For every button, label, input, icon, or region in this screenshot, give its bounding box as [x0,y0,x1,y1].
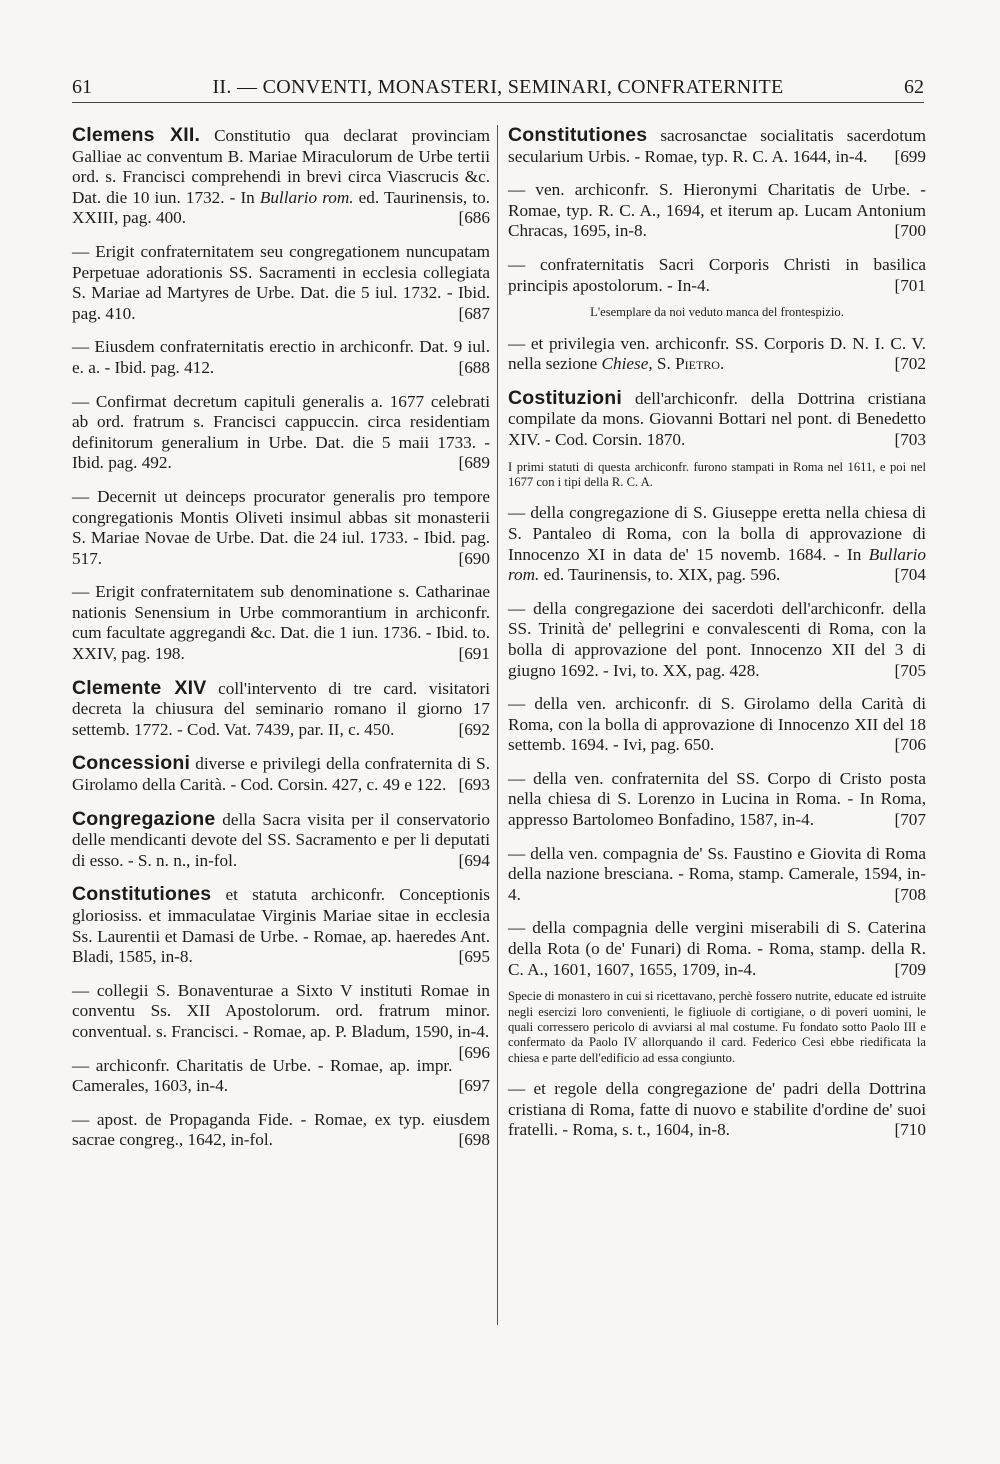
entry-heading: Congregazione [72,807,216,830]
entry-707: — della ven. confraternita del SS. Corpo di Cristo posta nella chiesa di S. Lorenzo in Lucina in Roma. - In Roma, appresso Bartolomeo Bonfadino, 1587, in-4. [707 [508,768,926,830]
entry-number: [701 [894,275,926,295]
entry-696: — collegii S. Bonaventurae a Sixto V instituti Romae in conventu Ss. XII Apostolorum. ord. fratrum minor. conventual. s. Francisci. - Romae, ap. P. Bladum, 1590, in-4. [696 [72,980,490,1062]
entry-number: [689 [458,453,490,473]
entry-number: [706 [894,735,926,755]
entry-710: — et regole della congregazione de' padri della Dottrina cristiana di Roma, fatte di nuovo e stabilite d'ordine de' suoi fratelli. - Roma, s. t., 1604, in-8. [710 [508,1079,926,1140]
entry-number: [710 [894,1120,926,1140]
entry-number: [707 [894,810,926,830]
entry-number: [708 [894,884,926,904]
entry-number: [698 [458,1130,490,1150]
entry-number: [692 [458,719,490,739]
entry-691: — Erigit confraternitatem sub denominatione s. Catharinae nationis Senensium in Urbe commorantium in archiconfr. cum facultate aggregandi &c. Dat. die 1 iun. 1736. - Ibid. to. XXIV, pag. 198. [691 [72,582,490,664]
entry-701: — confraternitatis Sacri Corporis Christi in basilica principis apostolorum. - In-4. [701 [508,254,926,295]
entry-692: Clemente XIV coll'intervento di tre card. visitatori decreta la chiusura del seminario romano il giorno 17 settemb. 1772. - Cod. Vat. 7439, par. II, c. 450. [692 [72,676,490,739]
entry-heading: Clemens XII. [72,124,201,146]
entry-heading: Concessioni [72,752,191,775]
entry-688: — Eiusdem confraternitatis erectio in archiconfr. Dat. 9 iul. e. a. - Ibid. pag. 412. [688 [72,337,490,377]
entry-700: — ven. archiconfr. S. Hieronymi Charitatis de Urbe. - Romae, typ. R. C. A., 1694, et iterum ap. Lucam Antonium Chracas, 1695, in-8. [700 [508,180,926,241]
right-page-number: 62 [904,76,924,98]
entry-number: [686 [458,208,490,228]
entry-number: [709 [894,959,926,979]
entry-number: [703 [894,429,926,449]
entry-690: — Decernit ut deinceps procurator generalis pro tempore congregationis Montis Oliveti insimul abbas sit monasterii S. Mariae Novae de Urbe. Dat. die 24 iul. 1733. - Ibid. pag. 517. [690 [72,486,490,568]
entry-number: [696 [458,1042,490,1062]
entry-heading: Clemente XIV [72,676,207,699]
entry-693: Concessioni diverse e privilegi della confraternita di S. Girolamo della Carità. - Cod. Corsin. 427, c. 49 e 122. [693 [72,752,490,795]
entry-heading: Costituzioni [508,386,622,409]
entry-number: [702 [894,354,926,374]
entry-number: [697 [458,1076,490,1096]
entry-heading: Constitutiones [508,124,648,146]
entry-699: Constitutiones sacrosanctae socialitatis sacerdotum secularium Urbis. - Romae, typ. R. C. A. 1644, in-4. [699 [508,124,926,166]
entry-702: — et privilegia ven. archiconfr. SS. Corporis D. N. I. C. V. nella sezione Chiese, S. Pietro. [702 [508,333,926,374]
entry-705: — della congregazione dei sacerdoti dell'archiconfr. della SS. Trinità de' pellegrini e convalescenti di Roma, con la bolla di approvazione del pont. Innocenzo XII del 3 di giugno 1692. - Ivi, to. XX, pag. 428. [705 [508,598,926,680]
entry-694: Congregazione della Sacra visita per il conservatorio delle mendicanti devote del SS. Sacramento e per li deputati di esso. - S. n. n., in-fol. [694 [72,807,490,870]
entry-number: [688 [458,357,490,377]
entry-number: [694 [458,850,490,870]
entry-number: [691 [458,644,490,664]
running-header [72,72,924,103]
right-column [508,125,926,1325]
entry-number: [700 [894,221,926,241]
entry-697: — archiconfr. Charitatis de Urbe. - Romae, ap. impr. Camerales, 1603, in-4. [697 [72,1055,490,1096]
running-title: II. — CONVENTI, MONASTERI, SEMINARI, CONFRATERNITE [212,76,784,98]
entry-687: — Erigit confraternitatem seu congregationem nuncupatam Perpetuae adorationis SS. Sacramenti in ecclesia collegiata S. Mariae ad Martyres de Urbe. Dat. die 5 iul. 1732. - Ibid. pag. 410. [687 [72,241,490,323]
entry-686: Clemens XII. Constitutio qua declarat provinciam Galliae ac conventum B. Mariae Miraculorum de Urbe tertii ord. s. Francisci comprehendi in brevi circa Viascrucis &c. Dat. die 10 iun. 1732. - In Bullario rom. ed. Taurinensis, to. XXIII, pag. 400. [686 [72,124,490,228]
entry-number: [695 [458,947,490,967]
entry-709: — della compagnia delle vergini miserabili di S. Caterina della Rota (o de' Funari) di Roma. - Roma, stamp. della R. C. A., 1601, 1607, 1655, 1709, in-4. [709 [508,918,926,979]
entry-number: [704 [894,565,926,585]
left-column [72,125,490,1325]
entry-heading: Constitutiones [72,883,212,906]
entry-number: [699 [894,146,926,166]
entry-703: Costituzioni dell'archiconfr. della Dottrina cristiana compilate da mons. Giovanni Bottari nel pont. di Benedetto XIV. - Cod. Corsin. 1870. [703 [508,386,926,449]
entry-number: [690 [458,548,490,568]
entry-698: — apost. de Propaganda Fide. - Romae, ex typ. eiusdem sacrae congreg., 1642, in-fol. [698 [72,1109,490,1150]
entry-706: — della ven. archiconfr. di S. Girolamo della Carità di Roma, con la bolla di approvazione di Innocenzo XII del 18 settemb. 1694. - Ivi, pag. 650. [706 [508,694,926,755]
entry-number: [705 [894,660,926,680]
footnote-703: I primi statuti di questa archiconfr. furono stampati in Roma nel 1611, e poi nel 1677 con i tipi della R. C. A. [508,459,926,489]
entry-695: Constitutiones et statuta archiconfr. Conceptionis gloriosiss. et immaculatae Virginis Mariae sitae in ecclesia Ss. Laurentii et Damasi de Urbe. - Romae, ap. haeredes Ant. Bladi, 1585, in-8. [695 [72,883,490,967]
entry-708: — della ven. compagnia de' Ss. Faustino e Giovita di Roma della nazione bresciana. - Roma, stamp. Camerale, 1594, in-4. [708 [508,843,926,904]
entry-number: [693 [458,775,490,795]
entry-number: [687 [458,303,490,323]
footnote-709: Specie di monastero in cui si ricettavano, perchè fossero nutrite, educate ed istruite negli esercizi loro convenienti, le figliuole di cortigiane, o di poveri uomini, le quali corressero pericolo di avviarsi al mal costume. Fu fondato sotto Paolo III e confermato da Paolo IV allorquando il card. Federico Cesi ebbe riedificata la chiesa e parte dell'edificio ad essa congiunto. [508,989,926,1065]
entry-689: — Confirmat decretum capituli generalis a. 1677 celebrati ab ord. fratrum s. Francisci cappuccin. circa residentiam definitorum generalium in Urbe. Dat. die 5 maii 1733. - Ibid. pag. 492. [689 [72,391,490,473]
footnote-701: L'esemplare da noi veduto manca del frontespizio. [590,305,844,320]
entry-704: — della congregazione di S. Giuseppe eretta nella chiesa di S. Pantaleo di Roma, con la bolla di approvazione di Innocenzo XI in data de' 15 novemb. 1684. - In Bullario rom. ed. Taurinensis, to. XIX, pag. 596. [704 [508,503,926,585]
column-divider [497,125,498,1325]
left-page-number: 61 [72,76,92,98]
